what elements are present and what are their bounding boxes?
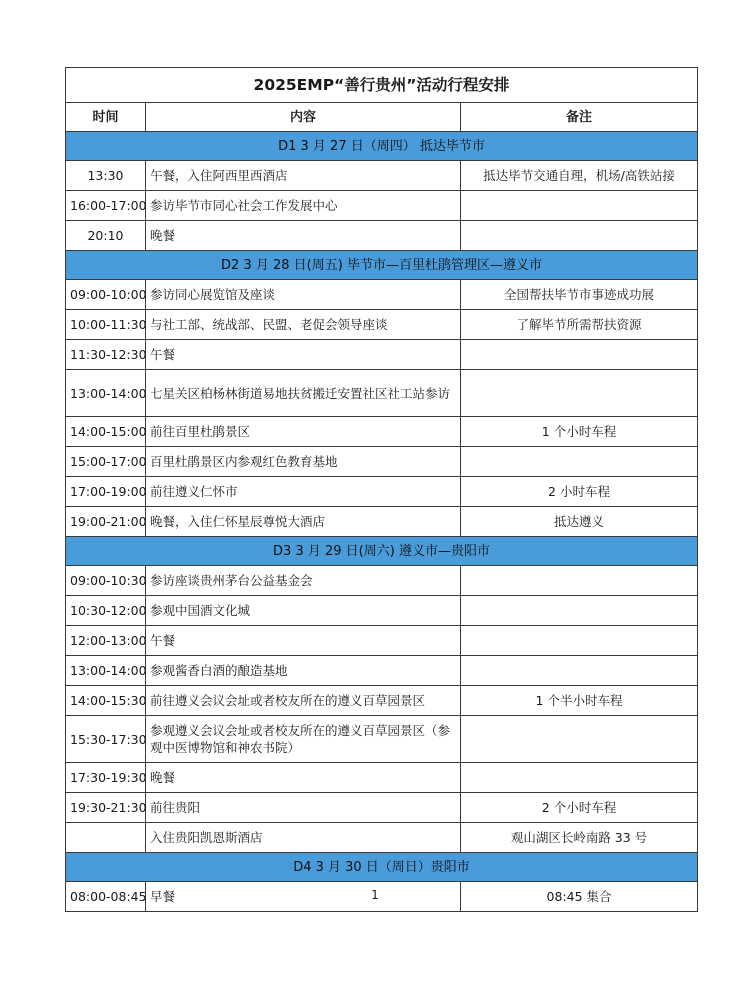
content-cell: 晚餐，入住仁怀星辰尊悦大酒店 — [146, 507, 461, 537]
table-row — [66, 477, 698, 507]
table-row — [66, 191, 698, 221]
time-cell: 10:00-11:30 — [66, 310, 146, 340]
note-cell — [461, 763, 698, 793]
note-cell — [461, 447, 698, 477]
content-cell: 参观中国酒文化城 — [146, 596, 461, 626]
note-cell — [461, 596, 698, 626]
day-heading: D4 3 月 30 日（周日）贵阳市 — [66, 853, 698, 882]
content-cell: 参访毕节市同心社会工作发展中心 — [146, 191, 461, 221]
time-cell: 13:00-14:00 — [66, 656, 146, 686]
time-cell: 15:30-17:30 — [66, 716, 146, 763]
note-cell — [461, 656, 698, 686]
title-row — [66, 68, 698, 103]
note-cell: 抵达毕节交通自理，机场/高铁站接 — [461, 161, 698, 191]
content-cell: 前往贵阳 — [146, 793, 461, 823]
time-cell: 14:00-15:00 — [66, 417, 146, 447]
content-cell: 午餐 — [146, 340, 461, 370]
header-time: 时间 — [66, 103, 146, 132]
time-cell: 09:00-10:00 — [66, 280, 146, 310]
time-cell — [66, 823, 146, 853]
time-cell: 20:10 — [66, 221, 146, 251]
note-cell — [461, 626, 698, 656]
time-cell: 10:30-12:00 — [66, 596, 146, 626]
content-cell: 参访座谈贵州茅台公益基金会 — [146, 566, 461, 596]
table-row — [66, 716, 698, 763]
time-cell: 09:00-10:30 — [66, 566, 146, 596]
note-cell: 1 个半小时车程 — [461, 686, 698, 716]
note-cell: 2 个小时车程 — [461, 793, 698, 823]
header-row — [66, 103, 698, 132]
content-cell: 入住贵阳凯恩斯酒店 — [146, 823, 461, 853]
day-header-row — [66, 853, 698, 882]
table-row — [66, 417, 698, 447]
header-note: 备注 — [461, 103, 698, 132]
content-cell: 早餐 — [146, 882, 461, 912]
day-heading: D3 3 月 29 日(周六) 遵义市—贵阳市 — [66, 537, 698, 566]
itinerary-table — [65, 67, 698, 912]
content-cell: 与社工部、统战部、民盟、老促会领导座谈 — [146, 310, 461, 340]
table-row — [66, 310, 698, 340]
table-row — [66, 447, 698, 477]
day-header-row — [66, 537, 698, 566]
table-row — [66, 161, 698, 191]
time-cell: 19:00-21:00 — [66, 507, 146, 537]
content-cell: 前往遵义会议会址或者校友所在的遵义百草园景区 — [146, 686, 461, 716]
document-title: 2025EMP“善行贵州”活动行程安排 — [66, 68, 698, 103]
table-row — [66, 507, 698, 537]
note-cell — [461, 340, 698, 370]
time-cell: 12:00-13:00 — [66, 626, 146, 656]
time-cell: 11:30-12:30 — [66, 340, 146, 370]
time-cell: 13:00-14:00 — [66, 370, 146, 417]
content-cell: 晚餐 — [146, 763, 461, 793]
day-heading: D1 3 月 27 日（周四） 抵达毕节市 — [66, 132, 698, 161]
table-row — [66, 763, 698, 793]
day-header-row — [66, 251, 698, 280]
table-row — [66, 686, 698, 716]
table-row — [66, 340, 698, 370]
note-cell: 2 小时车程 — [461, 477, 698, 507]
table-row — [66, 370, 698, 417]
time-cell: 16:00-17:00 — [66, 191, 146, 221]
table-row — [66, 566, 698, 596]
content-cell: 百里杜鹃景区内参观红色教育基地 — [146, 447, 461, 477]
content-cell: 前往百里杜鹃景区 — [146, 417, 461, 447]
content-cell: 前往遵义仁怀市 — [146, 477, 461, 507]
table-row — [66, 823, 698, 853]
page-number: 1 — [371, 888, 379, 902]
content-cell: 七星关区柏杨林街道易地扶贫搬迁安置社区社工站参访 — [146, 370, 461, 417]
content-cell: 参观酱香白酒的酿造基地 — [146, 656, 461, 686]
time-cell: 13:30 — [66, 161, 146, 191]
content-cell: 午餐，入住阿西里西酒店 — [146, 161, 461, 191]
content-cell: 午餐 — [146, 626, 461, 656]
note-cell: 了解毕节所需帮扶资源 — [461, 310, 698, 340]
time-cell: 19:30-21:30 — [66, 793, 146, 823]
note-cell: 1 个小时车程 — [461, 417, 698, 447]
time-cell: 17:30-19:30 — [66, 763, 146, 793]
header-content: 内容 — [146, 103, 461, 132]
note-cell: 观山湖区长岭南路 33 号 — [461, 823, 698, 853]
day-heading: D2 3 月 28 日(周五) 毕节市—百里杜鹃管理区—遵义市 — [66, 251, 698, 280]
table-row — [66, 596, 698, 626]
time-cell: 14:00-15:30 — [66, 686, 146, 716]
note-cell — [461, 191, 698, 221]
time-cell: 15:00-17:00 — [66, 447, 146, 477]
note-cell — [461, 566, 698, 596]
time-cell: 08:00-08:45 — [66, 882, 146, 912]
note-cell — [461, 221, 698, 251]
note-cell — [461, 370, 698, 417]
note-cell — [461, 716, 698, 763]
note-cell: 08:45 集合 — [461, 882, 698, 912]
note-cell: 抵达遵义 — [461, 507, 698, 537]
table-row — [66, 221, 698, 251]
day-header-row — [66, 132, 698, 161]
content-cell: 晚餐 — [146, 221, 461, 251]
table-row — [66, 793, 698, 823]
table-row — [66, 626, 698, 656]
note-cell: 全国帮扶毕节市事迹成功展 — [461, 280, 698, 310]
content-cell: 参访同心展览馆及座谈 — [146, 280, 461, 310]
table-row — [66, 280, 698, 310]
time-cell: 17:00-19:00 — [66, 477, 146, 507]
content-cell: 参观遵义会议会址或者校友所在的遵义百草园景区（参观中医博物馆和神农书院） — [146, 716, 461, 763]
table-row — [66, 656, 698, 686]
